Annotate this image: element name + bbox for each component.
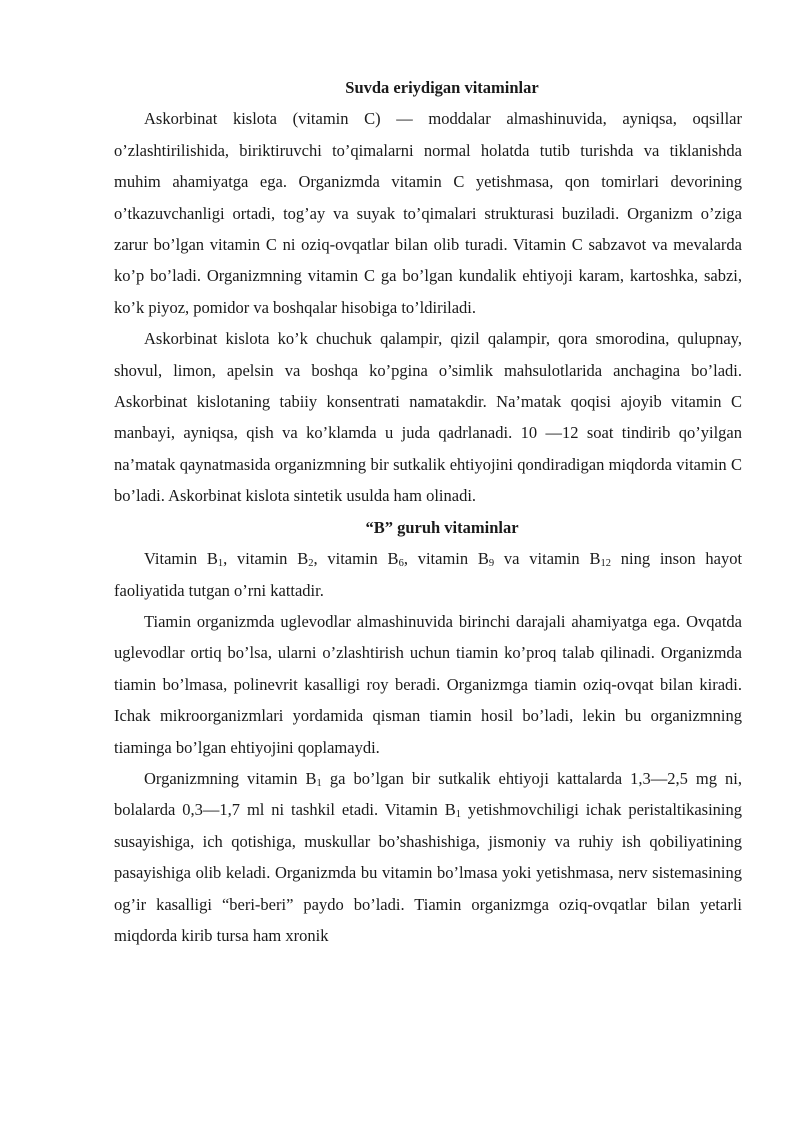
subscript: 9 — [488, 558, 495, 570]
document-page — [114, 72, 742, 951]
text-segment: yetishmovchiligi ichak peristaltikasining susayishiga, ich qotishiga, muskullar bo’shashishiga, jismoniy va ruhiy ish qobiliyatining pasayishiga olib keladi. Organizmda bu vitamin bo’lmasa yoki yetishmasa, nerv sistemasining og’ir kasalligi “beri-beri” paydo bo’ladi. Tiamin organizmga oziq-ovqatlar bilan yetarli miqdorda kirib tursa ham xronik — [114, 800, 742, 945]
section-title-b-group-vitamins: “B” guruh vitaminlar — [365, 517, 519, 537]
paragraph-vitamin-c-intro: Askorbinat kislota (vitamin C) — moddalar almashinuvida, ayniqsa, oqsillar o’zlashtirilishida, biriktiruvchi to’qimalarni normal holatda tutib turishda va tiklanishda muhim ahamiyatga ega. Organizmda vitamin C yetishmasa, qon tomirlari devorining o’tkazuvchanligi ortadi, tog’ay va suyak to’qimalari strukturasi buziladi. Organizm o’ziga zarur bo’lgan vitamin C ni oziq-ovqatlar bilan olib turadi. Vitamin C sabzavot va mevalarda ko’p bo’ladi. Organizmning vitamin C ga bo’lgan kundalik ehtiyoji karam, kartoshka, sabzi, ko’k piyoz, pomidor va boshqalar hisobiga to’ldiriladi. — [114, 109, 742, 317]
paragraph-b-vitamins-list — [114, 543, 742, 606]
text-segment: Vitamin B — [144, 549, 218, 569]
text-segment: ga bo’lgan bir sutkalik ehtiyoji kattalarda 1,3—2,5 mg ni, bolalarda 0,3—1,7 ml ni tashkil etadi. Vitamin B — [114, 768, 742, 820]
text-segment: ning inson hayot faoliyatida tutgan o’rni kattadir. — [114, 549, 743, 600]
text-segment: , vitamin B — [223, 549, 309, 569]
subscript: 12 — [600, 558, 611, 570]
text-segment: , vitamin B — [313, 549, 399, 569]
paragraph-vitamin-c-sources: Askorbinat kislota ko’k chuchuk qalampir, qizil qalampir, qora smorodina, qulupnay, shovul, limon, apelsin va boshqa ko’pgina o’simlik mahsulotlarida anchagina bo’ladi. Askorbinat kislotaning tabiiy konsentrati namatakdir. Na’matak qoqisi ajoyib vitamin C manbayi, ayniqsa, qish va ko’klamda u juda qadrlanadi. 10 —12 soat tindirib qo’yilgan na’matak qaynatmasida organizmning bir sutkalik ehtiyojini qondiradigan miqdorda vitamin C bo’ladi. Askorbinat kislota sintetik usulda ham olinadi. — [114, 329, 742, 506]
section-title-water-soluble-vitamins: Suvda eriydigan vitaminlar — [345, 78, 539, 97]
subscript: 1 — [316, 777, 322, 789]
subscript: 1 — [455, 809, 461, 821]
subscript: 6 — [398, 558, 404, 570]
text-segment: va vitamin B — [494, 549, 601, 569]
text-segment: Organizmning vitamin B — [144, 768, 317, 788]
subscript: 2 — [308, 558, 314, 570]
paragraph-thiamin-requirement — [114, 763, 742, 951]
text-segment: , vitamin B — [403, 549, 489, 569]
subscript: 1 — [217, 558, 224, 570]
paragraph-thiamin-role: Tiamin organizmda uglevodlar almashinuvida birinchi darajali ahamiyatga ega. Ovqatda uglevodlar ortiq bo’lsa, ularni o’zlashtirish uchun tiamin ko’proq talab qilinadi. Organizmda tiamin bo’lmasa, polinevrit kasalligi roy beradi. Organizmga tiamin oziq-ovqat bilan kiradi. Ichak mikroorganizmlari yordamida qisman tiamin hosil bo’ladi, lekin bu organizmning tiaminga bo’lgan ehtiyojini qoplamaydi. — [114, 611, 742, 757]
